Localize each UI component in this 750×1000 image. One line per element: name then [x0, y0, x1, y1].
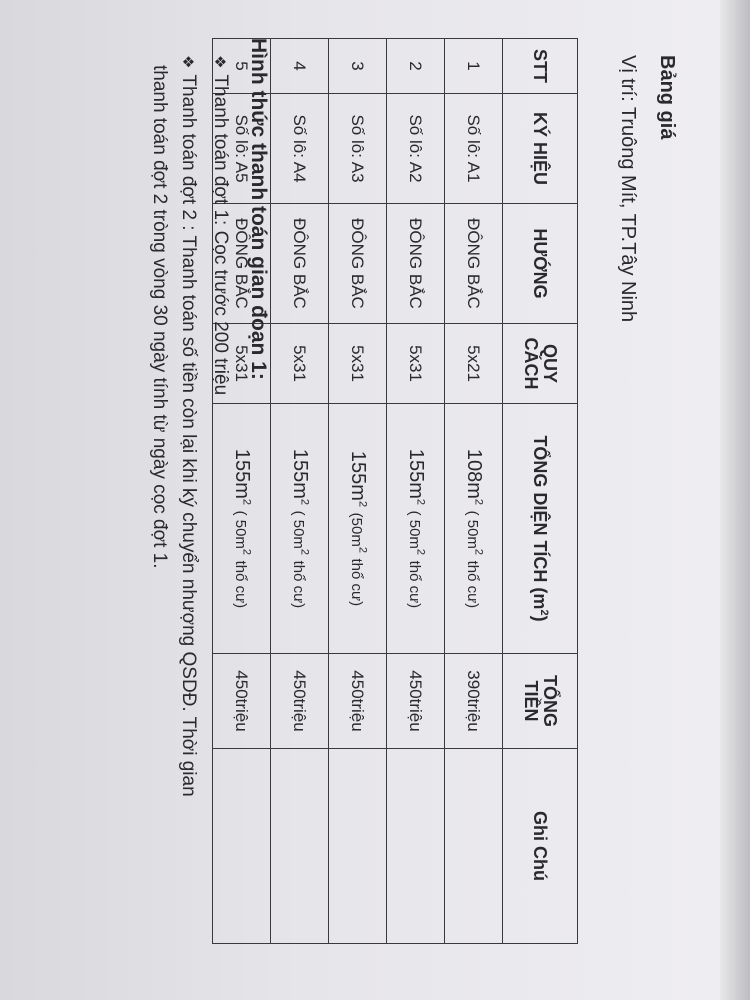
cell-quy-cach: 5x31	[387, 324, 445, 404]
table-row	[271, 39, 329, 944]
cell-dien-tich	[271, 404, 329, 654]
cell-huong: ĐÔNG BẮC	[213, 204, 271, 324]
area-note: ( 50m	[464, 510, 481, 549]
area-value: 155m	[231, 448, 253, 499]
cell-ky-hieu: Số lô: A4	[271, 94, 329, 204]
cell-huong: ĐÔNG BẮC	[271, 204, 329, 324]
cell-dien-tich	[387, 404, 445, 654]
area-sup: 2	[298, 498, 311, 505]
header-dien-tich-sup: 2	[538, 609, 551, 616]
document-location: Vị trí: Truông Mít, TP.Tây Ninh	[617, 55, 639, 323]
area-value: 155m	[405, 448, 427, 499]
cell-ghi-chu	[387, 749, 445, 944]
cell-ghi-chu	[445, 749, 503, 944]
area-sup: 2	[240, 498, 253, 505]
cell-quy-cach: 5x31	[329, 324, 387, 404]
cell-tong-tien: 390triệu	[445, 654, 503, 749]
header-stt: STT	[503, 39, 578, 94]
diamond-bullet-icon: ❖	[211, 55, 228, 69]
diamond-bullet-icon: ❖	[179, 55, 196, 69]
cell-ghi-chu	[271, 749, 329, 944]
cell-dien-tich	[329, 404, 387, 654]
cell-ghi-chu	[329, 749, 387, 944]
cell-quy-cach: 5x21	[445, 324, 503, 404]
cell-quy-cach: 5x31	[213, 324, 271, 404]
header-dien-tich	[503, 404, 578, 654]
payment-item-1	[205, 55, 234, 955]
document-title: Bảng giá	[656, 55, 678, 140]
cell-stt: 4	[271, 39, 329, 94]
payment-item-2-line1: Thanh toán đợt 2 : Thanh toán số tiền còn lại khi ký chuyển nhượng QSDĐ. Thời gian	[178, 74, 199, 797]
header-ky-hieu: KÝ HIỆU	[503, 94, 578, 204]
header-quy-cach: QUY CÁCH	[503, 324, 578, 404]
area-sup: 2	[472, 498, 485, 505]
area-note: ( 50m	[406, 510, 423, 549]
area-note-sup: 2	[472, 548, 485, 556]
area-note-sup: 2	[414, 548, 427, 556]
area-note-sup: 2	[240, 548, 253, 556]
cell-huong: ĐÔNG BẮC	[387, 204, 445, 324]
payment-title: Hình thức thanh toán gian đoạn 1:	[247, 38, 270, 380]
header-dien-tich-text: TỔNG DIỆN TÍCH (m	[530, 435, 551, 610]
area-note2: thổ cư)	[464, 560, 481, 609]
payment-item-2-line2: thanh toán đợt 2 tròng vòng 30 ngày tính từ ngày cọc đợt 1.	[149, 65, 170, 569]
area-note2: thổ cư)	[406, 560, 423, 609]
area-note2: thổ cư)	[348, 558, 365, 607]
area-note-sup: 2	[298, 548, 311, 556]
cell-tong-tien: 450triệu	[213, 654, 271, 749]
cell-huong: ĐÔNG BẮC	[329, 204, 387, 324]
area-value: 108m	[463, 448, 485, 499]
header-tong-tien: TỔNG TIỀN	[503, 654, 578, 749]
area-note2: thổ cư)	[290, 560, 307, 609]
table-row	[445, 39, 503, 944]
area-note2: thổ cư)	[232, 560, 249, 609]
cell-ky-hieu: Số lô: A1	[445, 94, 503, 204]
table-row	[329, 39, 387, 944]
cell-huong: ĐÔNG BẮC	[445, 204, 503, 324]
area-note-sup: 2	[356, 546, 369, 553]
area-value: 155m	[289, 448, 311, 499]
header-ghi-chu: Ghi Chú	[503, 749, 578, 944]
payment-item-2	[145, 55, 202, 955]
area-note: (50m	[348, 512, 365, 547]
table-row	[387, 39, 445, 944]
cell-tong-tien: 450triệu	[329, 654, 387, 749]
cell-ky-hieu: Số lô: A3	[329, 94, 387, 204]
header-dien-tich-close: )	[530, 615, 551, 622]
cell-stt: 5	[213, 39, 271, 94]
area-value: 155m	[347, 450, 369, 501]
area-sup: 2	[356, 500, 369, 508]
payment-item-1-text: Thanh toán đợt 1: Cọc trước 200 triệu	[210, 74, 231, 396]
cell-stt: 2	[387, 39, 445, 94]
cell-dien-tich	[445, 404, 503, 654]
cell-tong-tien: 450triệu	[387, 654, 445, 749]
cell-ky-hieu: Số lô: A2	[387, 94, 445, 204]
header-huong: HƯỚNG	[503, 204, 578, 324]
area-note: ( 50m	[232, 510, 249, 549]
table-header-row	[503, 39, 578, 944]
cell-stt: 1	[445, 39, 503, 94]
cell-tong-tien: 450triệu	[271, 654, 329, 749]
cell-quy-cach: 5x31	[271, 324, 329, 404]
area-sup: 2	[414, 498, 427, 505]
cell-ky-hieu: Số lô: A5	[213, 94, 271, 204]
area-note: ( 50m	[290, 510, 307, 549]
cell-stt: 3	[329, 39, 387, 94]
